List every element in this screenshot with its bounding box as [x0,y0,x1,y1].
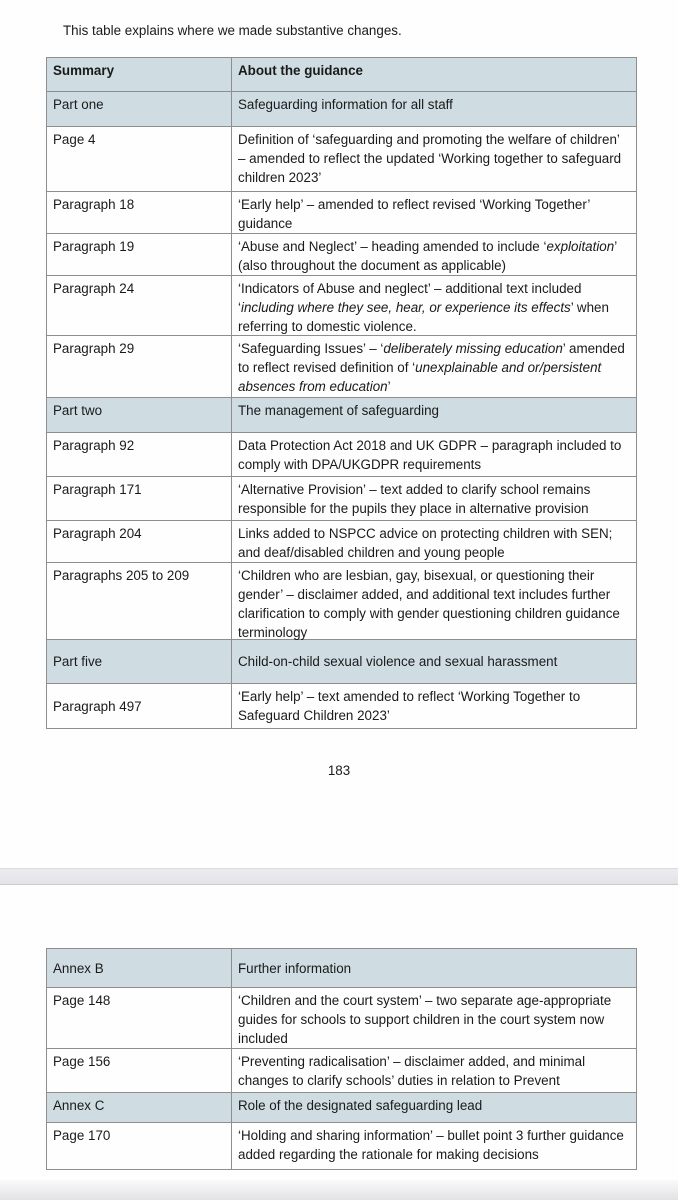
guidance-text [238,438,621,472]
guidance-cell [232,949,636,987]
guidance-text [238,652,557,671]
summary-cell: Paragraph 497 [47,684,232,728]
text-segment: ‘Indicators of Abuse and neglect’ – additional text included ‘ [238,281,582,315]
text-segment: ‘Early help’ – text amended to reflect ‘Working Together to Safeguard Children 2023’ [238,689,581,723]
guidance-text [238,403,439,418]
text-segment: Safeguarding information for all staff [238,97,453,112]
guidance-cell [232,477,636,520]
summary-cell: Paragraph 29 [47,336,232,397]
column-header-summary: Summary [47,58,232,91]
guidance-text [238,993,611,1046]
summary-cell: Paragraph 18 [47,192,232,233]
summary-cell: Page 170 [47,1123,232,1169]
guidance-cell [232,684,636,728]
guidance-cell [232,1123,636,1169]
text-segment: ’ [387,379,391,394]
changes-table-part2 [46,948,637,1170]
text-segment: Definition of ‘safeguarding and promoting the welfare of children’ – amended to reflect the updated ‘Working together to safeguard children 2023’ [238,132,622,185]
guidance-cell [232,563,636,639]
text-segment: About the guidance [238,63,363,78]
text-segment: ‘Children who are lesbian, gay, bisexual, or questioning their gender’ – disclaimer added, and additional text includes further clarification to comply with gender questioning children guidance terminology [238,568,620,640]
guidance-text [238,63,363,78]
summary-cell: Annex C [47,1093,232,1122]
table-row [47,233,636,275]
guidance-cell [232,1049,636,1092]
intro-text: This table explains where we made substantive changes. [63,23,402,38]
text-segment: ‘Safeguarding Issues’ – ‘ [238,341,384,356]
text-segment: Child-on-child sexual violence and sexual harassment [238,654,558,669]
section-row [47,91,636,126]
text-segment: Further information [238,960,352,976]
table-row [47,126,636,191]
italic-text: deliberately missing education [383,341,563,356]
summary-cell: Part five [47,640,232,683]
table-header-row [47,58,636,91]
summary-cell: Part two [47,398,232,432]
guidance-text [238,1128,624,1162]
table-row [47,432,636,476]
table-row [47,275,636,335]
section-row [47,949,636,987]
section-row [47,1092,636,1122]
guidance-text [238,687,630,725]
summary-cell: Paragraph 204 [47,521,232,562]
text-segment: ’ amended to reflect revised definition of ‘ [238,341,625,375]
table-row [47,987,636,1048]
page-bottom-edge [0,1180,678,1200]
text-segment: ‘Preventing radicalisation’ – disclaimer added, and minimal changes to clarify schools’ duties in relation to Prevent [238,1054,586,1088]
summary-cell: Paragraphs 205 to 209 [47,563,232,639]
text-segment: ’ when referring to domestic violence. [238,300,609,334]
table-row [47,1048,636,1092]
text-segment: ‘Early help’ – amended to reflect revised ‘Working Together’ guidance [238,197,590,231]
summary-cell: Page 4 [47,127,232,191]
table-row [47,1122,636,1169]
section-row [47,639,636,683]
summary-cell: Paragraph 24 [47,276,232,335]
summary-cell: Paragraph 171 [47,477,232,520]
summary-cell: Paragraph 92 [47,433,232,476]
text-segment: Role of the designated safeguarding lead [238,1098,483,1113]
text-segment: ‘Children and the court system’ – two separate age-appropriate guides for schools to support children in the court system now included [238,993,612,1046]
changes-table-part1 [46,57,637,729]
guidance-text [238,132,621,185]
table-row [47,191,636,233]
table-row [47,520,636,562]
table-row [47,683,636,728]
guidance-text [238,1098,482,1113]
guidance-text [238,341,625,394]
guidance-cell [232,234,636,275]
table-row [47,562,636,639]
italic-text: including where they see, hear, or experience its effects [240,300,571,315]
summary-cell: Paragraph 19 [47,234,232,275]
guidance-cell [232,398,636,432]
guidance-cell [232,640,636,683]
guidance-cell [232,521,636,562]
guidance-cell [232,276,636,335]
guidance-cell [232,1093,636,1122]
guidance-cell [232,433,636,476]
summary-cell: Part one [47,92,232,126]
guidance-text [238,959,351,978]
summary-cell: Page 148 [47,988,232,1048]
guidance-text [238,239,617,273]
guidance-cell [232,336,636,397]
text-segment: ‘Abuse and Neglect’ – heading amended to include ‘ [238,239,547,254]
table-row [47,476,636,520]
guidance-cell [232,92,636,126]
text-segment: Links added to NSPCC advice on protecting children with SEN; and deaf/disabled children and young people [238,526,613,560]
text-segment: ‘Holding and sharing information’ – bullet point 3 further guidance added regarding the rationale for making decisions [238,1128,624,1162]
page-number: 183 [327,763,351,778]
guidance-cell [232,127,636,191]
text-segment: ’ (also throughout the document as applicable) [238,239,617,273]
summary-cell: Page 156 [47,1049,232,1092]
table-row [47,335,636,397]
summary-cell: Annex B [47,949,232,987]
page-break-divider [0,868,678,885]
guidance-text [238,281,609,334]
italic-text: unexplainable and or/persistent absences from education [238,360,602,394]
section-row [47,397,636,432]
column-header-guidance [232,58,636,91]
text-segment: ‘Alternative Provision’ – text added to clarify school remains responsible for the pupils they place in alternative provision [238,482,591,516]
guidance-cell [232,988,636,1048]
guidance-text [238,1054,585,1088]
guidance-text [238,197,590,231]
text-segment: Data Protection Act 2018 and UK GDPR – paragraph included to comply with DPA/UKGDPR requirements [238,438,622,472]
italic-text: exploitation [546,239,615,254]
guidance-text [238,526,612,560]
guidance-text [238,482,590,516]
guidance-text [238,97,453,112]
guidance-text [238,568,620,640]
text-segment: The management of safeguarding [238,403,439,418]
guidance-cell [232,192,636,233]
